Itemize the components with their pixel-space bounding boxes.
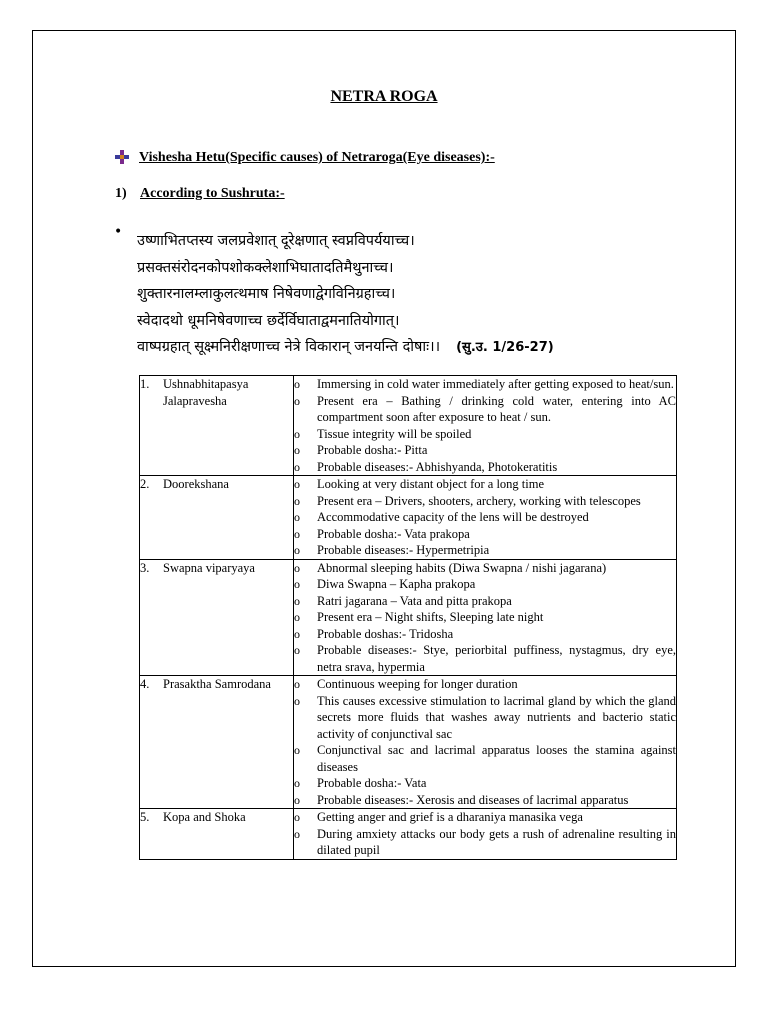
sloka-line: प्रसक्तसंरोदनकोपशोकक्लेशाभिघातादतिमैथुनाच्च। [137,259,394,276]
cause-cell [140,476,294,560]
description-list [294,809,676,859]
table-row [140,559,677,676]
cause-cell [140,376,294,476]
description-list [294,376,676,475]
sloka-line: उष्णाभितप्तस्य जलप्रवेशात् दूरेक्षणात् स्वप्नविपर्ययाच्च। [137,233,415,249]
description-list [294,560,676,676]
list-item: o Getting anger and grief is a dharaniya manasika vega [294,809,676,826]
list-item: o Probable diseases:- Xerosis and diseases of lacrimal apparatus [294,792,676,809]
description-cell [294,559,677,676]
sloka-line-last [137,334,677,361]
list-item: o Ratri jagarana – Vata and pitta prakopa [294,593,676,610]
sloka-line: स्वेदादथो धूमनिषेवणाच्च छर्देर्विघाताद्वमनातियोगात्। [137,312,400,329]
cause-number: 4. [140,677,150,691]
cause-name: Swapna viparyaya [163,560,255,575]
sloka-line-text: वाष्पग्रहात् सूक्ष्मनिरीक्षणाच्च नेत्रे विकारान् जनयन्ति दोषाः।। [137,339,441,355]
cause-cell [140,676,294,809]
causes-table [139,375,677,860]
description-cell [294,809,677,860]
list-item: o Probable diseases:- Abhishyanda, Photokeratitis [294,459,676,476]
description-cell [294,676,677,809]
table-row [140,476,677,560]
section-heading [115,150,495,166]
list-item: o Diwa Swapna – Kapha prakopa [294,576,676,593]
list-item: o Abnormal sleeping habits (Diwa Swapna / nishi jagarana) [294,560,676,577]
list-item: o Looking at very distant object for a long time [294,476,676,493]
description-list [294,476,676,559]
list-item: o Present era – Drivers, shooters, archery, working with telescopes [294,493,676,510]
cause-name: Ushnabhitapasya Jalapravesha [163,377,249,408]
page-title: NETRA ROGA [330,88,438,105]
bullet-marker: • [114,224,123,240]
list-item: o Probable doshas:- Tridosha [294,626,676,643]
cause-number: 3. [140,560,150,575]
cause-number: 5. [140,810,150,824]
cause-number: 1. [140,377,150,391]
subheading [115,186,285,202]
list-item: o Accommodative capacity of the lens will be destroyed [294,509,676,526]
subheading-text: According to Sushruta:- [140,186,285,201]
description-cell [294,476,677,560]
list-item: o During amxiety attacks our body gets a rush of adrenaline resulting in dilated pupil [294,826,676,859]
cause-number: 2. [140,477,150,491]
table-row [140,376,677,476]
table-row [140,676,677,809]
list-item: o Probable dosha:- Vata [294,775,676,792]
list-item: o Present era – Night shifts, Sleeping late night [294,609,676,626]
cause-name: Doorekshana [163,477,229,491]
section-heading-text: Vishesha Hetu(Specific causes) of Netraroga(Eye diseases):- [139,150,495,165]
list-item: o Probable dosha:- Vata prakopa [294,526,676,543]
description-list [294,676,676,808]
table-row [140,809,677,860]
list-item: o Conjunctival sac and lacrimal apparatus looses the stamina against diseases [294,742,676,775]
cause-name: Prasaktha Samrodana [163,677,271,691]
list-item: o This causes excessive stimulation to lacrimal gland by which the gland secrets more fluids that washes away nutrients and bacterio static activity of conjunctival sac [294,693,676,743]
subheading-number: 1) [115,186,127,201]
cause-cell [140,809,294,860]
cause-cell [140,559,294,676]
cause-name: Kopa and Shoka [163,810,246,824]
list-item: o Continuous weeping for longer duration [294,676,676,693]
list-item: o Probable diseases:- Stye, periorbital puffiness, nystagmus, dry eye, netra srava, hypermia [294,642,676,675]
list-item: o Present era – Bathing / drinking cold water, entering into AC compartment soon after exposure to heat / sun. [294,393,676,426]
description-cell [294,376,677,476]
list-item: o Probable dosha:- Pitta [294,442,676,459]
sloka-reference: (सु.उ. 1/26-27) [456,340,554,355]
sloka-block [137,228,677,361]
list-item: o Probable diseases:- Hypermetripia [294,542,676,559]
sloka-line: शुक्तारनालम्लाकुलत्थमाष निषेवणाद्वेगविनिग्रहाच्च। [137,286,396,302]
list-item: o Immersing in cold water immediately after getting exposed to heat/sun. [294,376,676,393]
list-item: o Tissue integrity will be spoiled [294,426,676,443]
